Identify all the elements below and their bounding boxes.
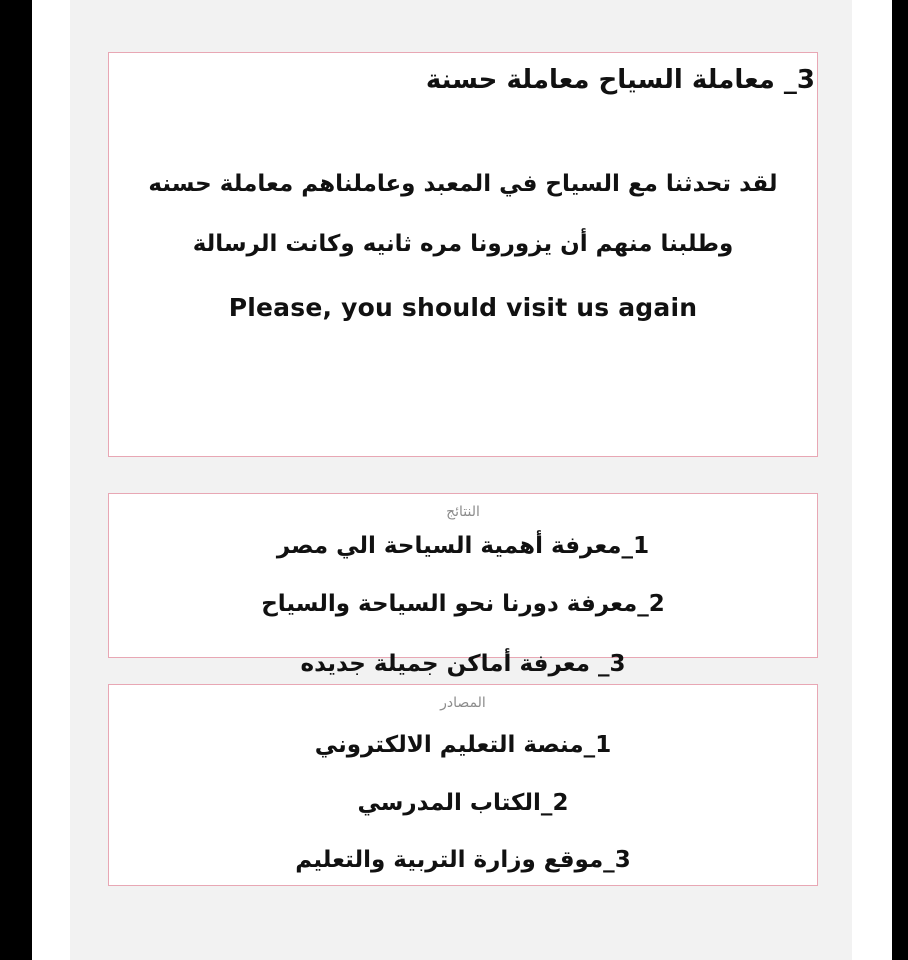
source-item: 3_موقع وزارة التربية والتعليم (295, 847, 631, 873)
source-item: 2_الكتاب المدرسي (357, 790, 569, 816)
english-message: Please, you should visit us again (228, 293, 698, 322)
result-item: 1_معرفة أهمية السياحة الي مصر (276, 533, 650, 559)
paragraph-line-2: وطلبنا منهم أن يزورونا مره ثانيه وكانت الرسالة (192, 231, 734, 257)
right-black-margin (892, 0, 908, 960)
paragraph-line-1: لقد تحدثنا مع السياح في المعبد وعاملناهم معاملة حسنه (148, 171, 778, 197)
right-white-margin (852, 0, 892, 960)
results-caption: النتائج (446, 504, 480, 520)
sources-box (108, 684, 818, 886)
results-box (108, 493, 818, 677)
left-white-margin (32, 0, 70, 960)
left-black-margin (0, 0, 32, 960)
tourist-treatment-box (108, 52, 818, 457)
source-item: 1_منصة التعليم الالكتروني (314, 732, 612, 758)
result-item: 2_معرفة دورنا نحو السياحة والسياح (261, 591, 665, 617)
sources-caption: المصادر (440, 695, 486, 711)
result-item: 3_ معرفة أماكن جميلة جديده (300, 651, 626, 677)
section-heading: 3_ معاملة السياح معاملة حسنة (425, 65, 815, 95)
